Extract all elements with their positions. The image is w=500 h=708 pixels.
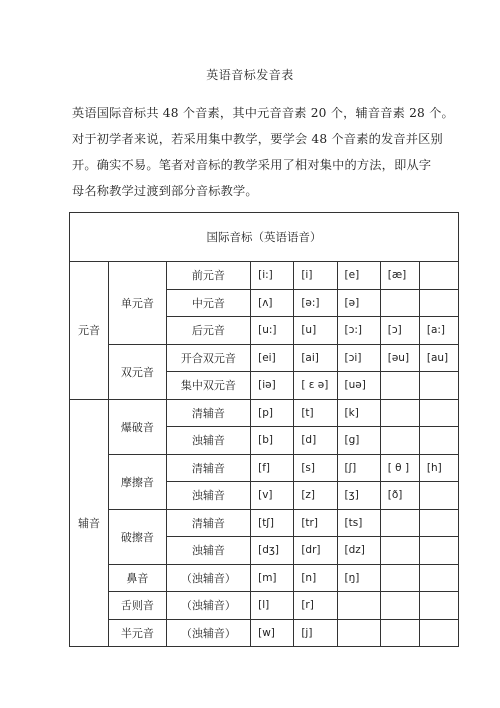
- subcategory-cell: 中元音: [166, 289, 250, 317]
- symbol-cell: [419, 399, 458, 427]
- symbol-cell: [419, 537, 458, 565]
- symbol-cell: [419, 564, 458, 592]
- symbol-cell: [əu]: [380, 344, 419, 372]
- symbol-cell: [ʒ]: [337, 482, 380, 510]
- symbol-cell: [ŋ]: [337, 564, 380, 592]
- symbol-cell: [ɔ:]: [337, 317, 380, 345]
- symbol-cell: [dʒ]: [251, 537, 294, 565]
- symbol-cell: [iə]: [251, 372, 294, 400]
- ipa-table: [69, 212, 459, 647]
- symbol-cell: [380, 427, 419, 455]
- symbol-cell: [ ε ə]: [294, 372, 337, 400]
- symbol-cell: [dz]: [337, 537, 380, 565]
- symbol-cell: [v]: [251, 482, 294, 510]
- subcategory-cell: （浊辅音）: [166, 564, 250, 592]
- symbol-cell: [337, 592, 380, 620]
- symbol-cell: [ θ ]: [380, 454, 419, 482]
- vowel-section-label: 元音: [70, 262, 109, 400]
- subcategory-cell: 浊辅音: [166, 427, 250, 455]
- symbol-cell: [ɔ]: [380, 317, 419, 345]
- table-row: [70, 262, 459, 290]
- symbol-cell: [380, 509, 419, 537]
- symbol-cell: [380, 372, 419, 400]
- symbol-cell: [ts]: [337, 509, 380, 537]
- intro-paragraph: [72, 100, 454, 204]
- ipa-table-body: [70, 213, 459, 647]
- symbol-cell: [i]: [294, 262, 337, 290]
- symbol-cell: [ɔi]: [337, 344, 380, 372]
- table-row: [70, 454, 459, 482]
- category-cell: 舌则音: [109, 592, 167, 620]
- symbol-cell: [419, 509, 458, 537]
- subcategory-cell: 开合双元音: [166, 344, 250, 372]
- symbol-cell: [g]: [337, 427, 380, 455]
- symbol-cell: [tʃ]: [251, 509, 294, 537]
- symbol-cell: [ə:]: [294, 289, 337, 317]
- subcategory-cell: （浊辅音）: [166, 619, 250, 647]
- category-cell: 半元音: [109, 619, 167, 647]
- category-cell: 摩擦音: [109, 454, 167, 509]
- symbol-cell: [337, 619, 380, 647]
- table-row: [70, 344, 459, 372]
- category-cell: 破擦音: [109, 509, 167, 564]
- intro-line: 英语国际音标共 48 个音素，其中元音音素 20 个，辅音音素 28 个。: [72, 106, 454, 120]
- symbol-cell: [d]: [294, 427, 337, 455]
- symbol-cell: [p]: [251, 399, 294, 427]
- category-cell: 单元音: [109, 262, 167, 345]
- symbol-cell: [e]: [337, 262, 380, 290]
- symbol-cell: [ʌ]: [251, 289, 294, 317]
- category-cell: 爆破音: [109, 399, 167, 454]
- intro-line: 对于初学者来说，若采用集中教学，要学会 48 个音素的发音并区别: [72, 132, 443, 146]
- symbol-cell: [419, 619, 458, 647]
- symbol-cell: [u]: [294, 317, 337, 345]
- consonant-section-label: 辅音: [70, 399, 109, 647]
- table-row: [70, 509, 459, 537]
- symbol-cell: [ə]: [337, 289, 380, 317]
- symbol-cell: [419, 372, 458, 400]
- symbol-cell: [419, 592, 458, 620]
- subcategory-cell: （浊辅音）: [166, 592, 250, 620]
- table-row: [70, 619, 459, 647]
- table-row: [70, 564, 459, 592]
- symbol-cell: [380, 592, 419, 620]
- table-row: [70, 592, 459, 620]
- symbol-cell: [419, 427, 458, 455]
- category-cell: 鼻音: [109, 564, 167, 592]
- subcategory-cell: 清辅音: [166, 509, 250, 537]
- symbol-cell: [u:]: [251, 317, 294, 345]
- symbol-cell: [z]: [294, 482, 337, 510]
- symbol-cell: [380, 619, 419, 647]
- symbol-cell: [tr]: [294, 509, 337, 537]
- symbol-cell: [419, 482, 458, 510]
- subcategory-cell: 清辅音: [166, 399, 250, 427]
- symbol-cell: [419, 289, 458, 317]
- symbol-cell: [a:]: [419, 317, 458, 345]
- symbol-cell: [ai]: [294, 344, 337, 372]
- document-title: 英语音标发音表: [206, 68, 294, 82]
- intro-line: 母名称教学过渡到部分音标教学。: [72, 184, 258, 198]
- symbol-cell: [n]: [294, 564, 337, 592]
- symbol-cell: [æ]: [380, 262, 419, 290]
- symbol-cell: [419, 262, 458, 290]
- symbol-cell: [r]: [294, 592, 337, 620]
- symbol-cell: [h]: [419, 454, 458, 482]
- symbol-cell: [k]: [337, 399, 380, 427]
- symbol-cell: [380, 399, 419, 427]
- symbol-cell: [ð]: [380, 482, 419, 510]
- subcategory-cell: 前元音: [166, 262, 250, 290]
- symbol-cell: [m]: [251, 564, 294, 592]
- symbol-cell: [i:]: [251, 262, 294, 290]
- symbol-cell: [380, 564, 419, 592]
- symbol-cell: [s]: [294, 454, 337, 482]
- symbol-cell: [uə]: [337, 372, 380, 400]
- symbol-cell: [380, 289, 419, 317]
- symbol-cell: [380, 537, 419, 565]
- symbol-cell: [t]: [294, 399, 337, 427]
- table-header-row: [70, 213, 459, 262]
- symbol-cell: [ei]: [251, 344, 294, 372]
- table-row: [70, 399, 459, 427]
- symbol-cell: [b]: [251, 427, 294, 455]
- subcategory-cell: 集中双元音: [166, 372, 250, 400]
- subcategory-cell: 清辅音: [166, 454, 250, 482]
- symbol-cell: [au]: [419, 344, 458, 372]
- subcategory-cell: 浊辅音: [166, 537, 250, 565]
- symbol-cell: [dr]: [294, 537, 337, 565]
- symbol-cell: [w]: [251, 619, 294, 647]
- symbol-cell: [ʃ]: [337, 454, 380, 482]
- intro-line: 开。确实不易。笔者对音标的教学采用了相对集中的方法，即从字: [72, 158, 432, 172]
- symbol-cell: [l]: [251, 592, 294, 620]
- table-header: 国际音标（英语语音）: [70, 213, 459, 262]
- category-cell: 双元音: [109, 344, 167, 399]
- symbol-cell: [f]: [251, 454, 294, 482]
- subcategory-cell: 后元音: [166, 317, 250, 345]
- subcategory-cell: 浊辅音: [166, 482, 250, 510]
- symbol-cell: [j]: [294, 619, 337, 647]
